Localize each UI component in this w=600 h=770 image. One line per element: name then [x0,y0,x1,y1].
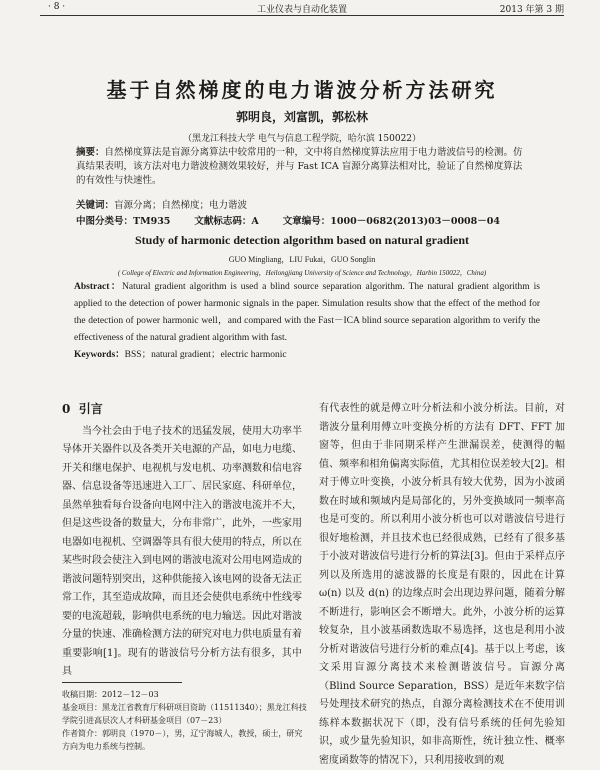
section-number: 0 [62,402,71,416]
affiliation: （黑龙江科技大学 电气与信息工程学院，哈尔滨 150022） [182,134,422,144]
footnote-fund: 基金项目：黑龙江省教育厅科研项目资助（11511340）；黑龙江科技学院引进高层次人才科研基金项目（07－23） [62,703,307,725]
abstract-cn-label: 摘要： [76,147,105,158]
page-number: · 8 · [48,2,66,12]
section-title: 引言 [78,402,103,416]
keywords-en-text: BSS；natural gradient；electric harmonic [124,350,287,360]
author-list: 郭明良，刘富凯，郭松林 [235,110,368,124]
footnote-received: 收稿日期：2012－12－03 [62,690,159,699]
left-column [62,400,302,682]
abstract-cn [76,146,524,188]
footnote-rule [62,682,182,683]
abstract-en-label: Abstract： [74,282,123,292]
keywords-en-label: Keywords： [74,350,125,360]
doc-code: 文献标志码：A [194,216,259,227]
intro-paragraph-continued: 有代表性的就是傅立叶分析法和小波分析法。目前，对谐波分量利用傅立叶变换分析的方法有 DFT、FFT 加窗等，但由于非同期采样产生泄漏误差，使测得的幅值、频率和相角偏离实际值，尤其相位误差较大[2]。相对于傅立叶变换，小波分析具有较大优势，因为小波函数在时域和频域内是局部化的，另外变换域同一频率高也是可变的。所以利用小波分析也可以对谐波信号进行很好地检测，并且技术也已经很成熟，已经有了很多基于小波对谐波信号进行分析的算法[3]。但由于采样点序列以及所选用的滤波器的长度是有限的，因此在计算 ω(n) 以及 d(n) 的边缘点时会出现边界问题，随着分解不断进行，影响区会不断增大。此外，小波分析的运算较复杂，且小波基函数选取不易选择，这也是利用小波分析对谐波信号进行分析的难点[4]。基于以上考虑，该文采用盲源分离技术来检测谐波信号。盲源分离（Blind Source Separation，BSS）是近年来数字信号处理技术研究的热点，自源分离检测技术在不使用训练样本数据状况下（即，没有信号系统的任何先验知识，或少量先验知识，如非高斯性，统计独立性、概率密度函数等的情况下），只利用接收到的观 [319,403,565,766]
right-column [319,400,565,770]
journal-name: 工业仪表与自动化装置 [256,5,347,15]
footnote-author: 作者简介：郭明良（1970－），男，辽宁海城人，教授，硕士，研究方向为电力系统与控制。 [62,729,303,751]
keywords-cn-label: 关键词： [76,200,115,211]
abstract-en [74,279,540,347]
english-title: Study of harmonic detection algorithm based on natural gradient [134,233,469,247]
keywords-cn-text: 盲源分离；自然梯度；电力谐波 [114,200,248,211]
article-number: 文章编号：1000－0682(2013)03－0008－04 [282,216,500,227]
english-affiliation: ( College of Electric and Information Engineering，Heilongjiang University of Science and Technology，Harbin 150022，China) [117,269,487,277]
classification-line [76,213,540,227]
header-rule [40,15,564,16]
keywords-cn [76,199,524,213]
abstract-cn-text: 自然梯度算法是盲源分离算法中较常用的一种，文中将自然梯度算法应用于电力谐波信号的检测。仿真结果表明，该方法对电力谐波检测效果较好，并与 Fast ICA 盲源分离算法相对比，验证了自然梯度算法的有效性与快速性。 [76,147,523,186]
clc-number: 中图分类号：TM935 [76,216,171,227]
abstract-en-text: Natural gradient algorithm is used a blind source separation algorithm. The natural gradient algorithm is applied to the detection of power harmonic signals in the paper. Simulation results show that the effect of the method for the detection of power harmonic well，and compared with the Fast－ICA blind source separation algorithm to verify the effectiveness of the natural gradient algorithm with fast. [74,282,540,343]
section-heading [62,400,302,419]
intro-paragraph: 当今社会由于电子技术的迅猛发展，使用大功率半导体开关器件以及各类开关电源的产品，如电力电缆、开关和继电保护、电视机与发电机、功率测数和信电容器、信息设备等迅速进入工厂、居民家庭、科研单位，虽然单独看每台设备向电网中注入的谐波电流并不大，但是这些设备的数量大，分布非常广，此外，一些家用电器如电视机、空调器等具有很大使用的特点，所以在某些时段会使注入到电网的谐波电流对公用电网造成的谐波问题特别突出，这种供能接入该电网的设备无法正常工作，其至造成故障，而且还会使供电系统中性线零要的电流超载，影响供电系统的电力输送。因此对谐波分量的快速、准确检测方法的研究对电力供电质量有着重要影响[1]。现有的谐波信号分析方法有很多，其中具 [62,425,302,677]
paper-title: 基于自然梯度的电力谐波分析方法研究 [106,78,498,102]
keywords-en [74,346,540,360]
running-header [40,2,564,16]
issue-info: 2013 年第 3 期 [499,5,564,15]
english-authors: GUO Mingliang，LIU Fukai，GUO Songlin [228,255,376,264]
